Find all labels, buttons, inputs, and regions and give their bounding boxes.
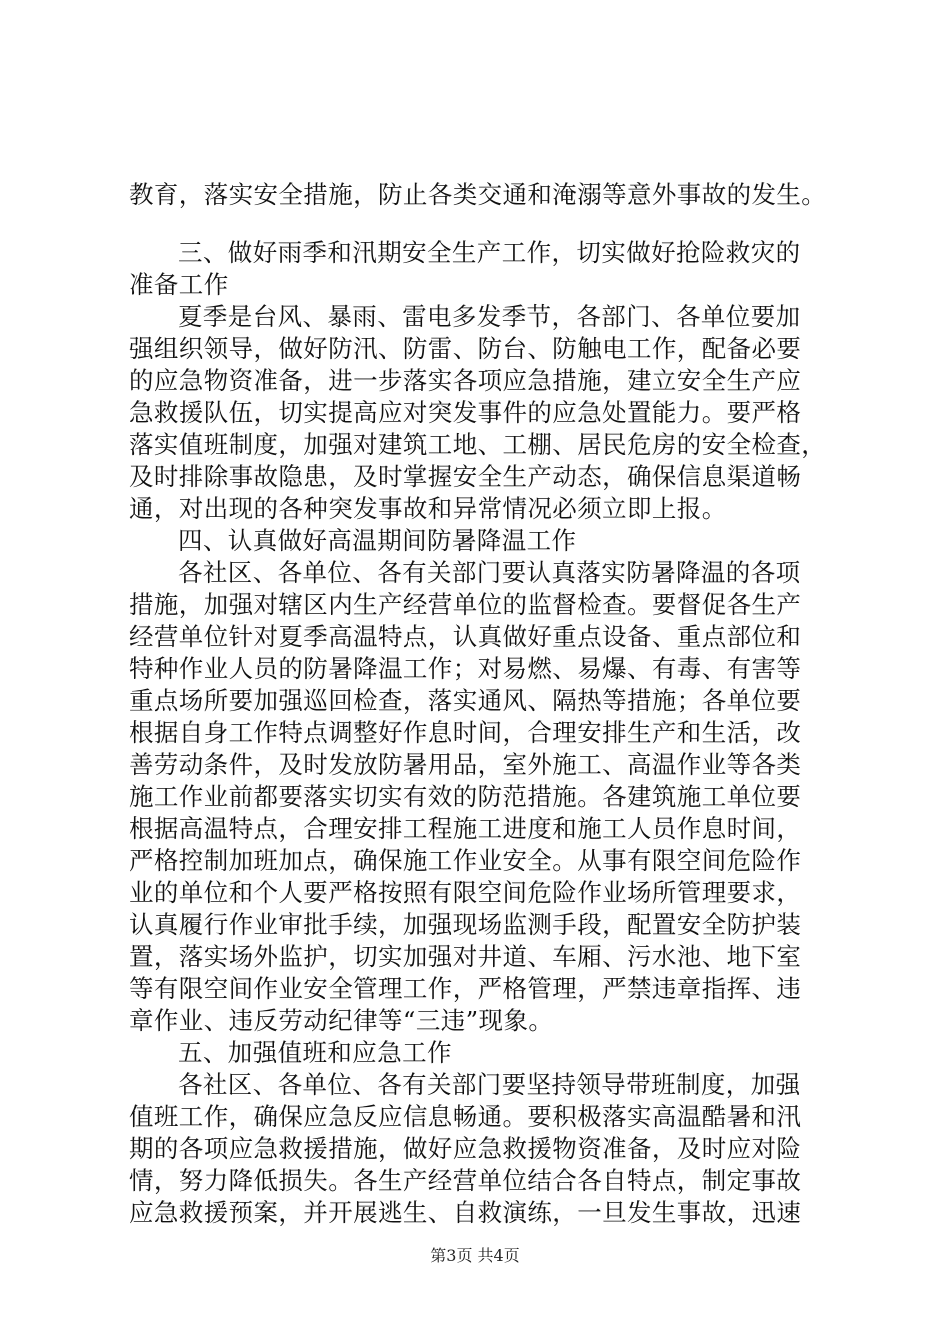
paragraph-start: 各社区、各单位、各有关部门要坚持领导带班制度，加强 [178, 1070, 801, 1099]
text-line: 落实值班制度，加强对建筑工地、工棚、居民危房的安全检查， [129, 430, 827, 459]
section-heading-4: 四、认真做好高温期间防暑降温工作 [178, 526, 577, 555]
text-line: 严格控制加班加点，确保施工作业安全。从事有限空间危险作 [129, 846, 802, 875]
text-line: 章作业、违反劳动纪律等“三违”现象。 [129, 1006, 554, 1035]
text-line: 准备工作 [129, 270, 229, 299]
section-heading-3: 三、做好雨季和汛期安全生产工作，切实做好抢险救灾的 [178, 238, 801, 267]
text-line: 经营单位针对夏季高温特点，认真做好重点设备、重点部位和 [129, 622, 802, 651]
text-line: 根据高温特点，合理安排工程施工进度和施工人员作息时间， [129, 814, 802, 843]
text-line: 措施，加强对辖区内生产经营单位的监督检查。要督促各生产 [129, 590, 802, 619]
text-line: 通，对出现的各种突发事故和异常情况必须立即上报。 [129, 494, 727, 523]
text-line: 教育，落实安全措施，防止各类交通和淹溺等意外事故的发生。 [129, 180, 827, 209]
text-line: 的应急物资准备，进一步落实各项应急措施，建立安全生产应 [129, 366, 802, 395]
text-line: 置，落实场外监护，切实加强对井道、车厢、污水池、地下室 [129, 942, 802, 971]
paragraph-start: 各社区、各单位、各有关部门要认真落实防暑降温的各项 [178, 558, 801, 587]
text-line: 重点场所要加强巡回检查，落实通风、隔热等措施；各单位要 [129, 686, 802, 715]
text-line: 情，努力降低损失。各生产经营单位结合各自特点，制定事故 [129, 1166, 802, 1195]
text-line: 认真履行作业审批手续，加强现场监测手段，配置安全防护装 [129, 910, 802, 939]
text-line: 等有限空间作业安全管理工作，严格管理，严禁违章指挥、违 [129, 974, 802, 1003]
text-line: 根据自身工作特点调整好作息时间，合理安排生产和生活，改 [129, 718, 802, 747]
text-line: 值班工作，确保应急反应信息畅通。要积极落实高温酷暑和汛 [129, 1102, 802, 1131]
text-line: 业的单位和个人要严格按照有限空间危险作业场所管理要求， [129, 878, 802, 907]
text-line: 应急救援预案，并开展逃生、自救演练，一旦发生事故，迅速 [129, 1198, 802, 1227]
text-line: 期的各项应急救援措施，做好应急救援物资准备，及时应对险 [129, 1134, 802, 1163]
section-heading-5: 五、加强值班和应急工作 [178, 1038, 452, 1067]
text-line: 强组织领导，做好防汛、防雷、防台、防触电工作，配备必要 [129, 334, 802, 363]
text-line: 急救援队伍，切实提高应对突发事件的应急处置能力。要严格 [129, 398, 802, 427]
paragraph-start: 夏季是台风、暴雨、雷电多发季节，各部门、各单位要加 [178, 302, 801, 331]
text-line: 善劳动条件，及时发放防暑用品，室外施工、高温作业等各类 [129, 750, 802, 779]
text-line: 及时排除事故隐患，及时掌握安全生产动态，确保信息渠道畅 [129, 462, 802, 491]
text-line: 施工作业前都要落实切实有效的防范措施。各建筑施工单位要 [129, 782, 802, 811]
text-line: 特种作业人员的防暑降温工作；对易燃、易爆、有毒、有害等 [129, 654, 802, 683]
page-number-footer: 第3页 共4页 [430, 1246, 520, 1265]
